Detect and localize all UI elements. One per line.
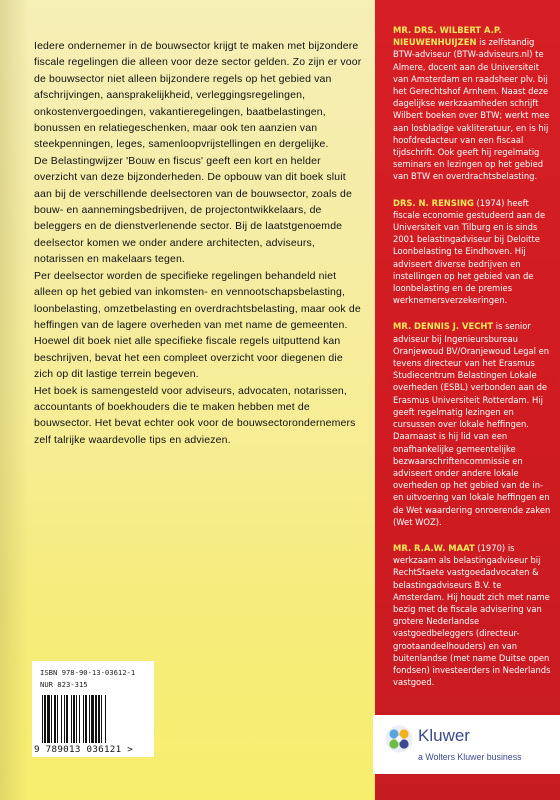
author-bio (393, 542, 555, 688)
author-name: MR. R.A.W. MAAT (393, 542, 475, 553)
author-name: MR. DENNIS J. VECHT (393, 321, 494, 332)
author-description: (1970) is werkzaam als belastingadviseur bij RechtStaete vastgoedadvocaten & belastingadviseurs B.V. te Amsterdam. Hij houdt zich met name bezig met de fiscale advisering van grotere Nederlandse vastgoedbeleggers (directeur-grootaandeelhouders) en van buitenlandse (met name Duitse open fondsen) investeerders in Nederlands vastgoed. (393, 542, 551, 688)
barcode-digits: 9 789013 036121 > (34, 744, 134, 755)
author-bio (393, 197, 555, 307)
author-bios (393, 24, 555, 702)
author-bio (393, 320, 555, 527)
barcode-icon (40, 695, 146, 743)
blurb-text (34, 38, 364, 448)
blurb-paragraph: Iedere ondernemer in de bouwsector krijgt te maken met bijzondere fiscale regelingen die alleen voor deze sector gelden. Zo zijn er voor de bouwsector niet alleen bijzondere regels op het gebied van afschrijvingen, aansprakelijkheid, verleggingsregelingen, onkostenvergoedingen, vakantieregelingen, baatbelastingen, bonussen en relatiegeschenken, maar ook ten aanzien van steekpenningen, leges, samenloopvrijstellingen en dergelijke. (34, 40, 362, 151)
author-description: is zelfstandig BTW-adviseur (BTW-adviseurs.nl) te Almere, docent aan de Universiteit van Amsterdam en raadsheer plv. bij het Gerechtshof Arnhem. Naast deze dagelijkse werkzaamheden schrijft Wilbert boeken over BTW; werkt mee aan losbladige vakliteratuur, en is hij hoofdredacteur van een fiscaal tijdschrift. Ook geeft hij regelmatig seminars en lezingen op het gebied van BTW en overdrachtsbelasting. (393, 37, 550, 182)
author-description: is senior adviseur bij Ingenieursbureau Oranjewoud BV/Oranjewoud Legal en tevens directeur van het Erasmus Studiecentrum Belastingen Lokale overheden (ESBL) verbonden aan de Erasmus Universiteit Rotterdam. Hij geeft regelmatig lezingen en cursussen over lokale heffingen. Daarnaast is hij lid van een onafhankelijke gemeentelijke bezwaarschriftencommissie en adviseert onder andere lokale overheden op het gebied van de in- en uitvoering van lokale heffingen en de Wet waardering onroerende zaken (Wet WOZ). (393, 321, 551, 527)
isbn-barcode-box (32, 661, 154, 757)
blurb-paragraph: Hoewel dit boek niet alle specifieke fiscale regels uitputtend kan beschrijven, bevat het een compleet overzicht voor diegenen die zich op dit lastige terrein begeven. (34, 335, 343, 381)
blurb-paragraph: Het boek is samengesteld voor adviseurs, advocaten, notarissen, accountants of boekhouders die te maken hebben met de bouwsector. Het bevat echter ook voor de bouwsectorondernemers zelf talrijke waardevolle tips en adviezen. (34, 384, 356, 446)
nur-code: NUR 823-315 (40, 680, 88, 689)
author-bio (393, 24, 555, 183)
isbn-info (40, 667, 135, 691)
blurb-paragraph: Per deelsector worden de specifieke regelingen behandeld niet alleen op het gebied van inkomsten- en vennootschapsbelasting, loonbelasting, omzetbelasting en overdrachtsbelasting, maar ook de heffingen van de lagere overheden van met name de gemeenten. (34, 269, 361, 331)
kluwer-logo-icon (385, 725, 413, 753)
author-description: (1974) heeft fiscale economie gestudeerd aan de Universiteit van Tilburg en is sinds 2001 belastingadviseur bij Deloitte Loonbelasting te Eindhoven. Hij adviseert diverse bedrijven en instellingen op het gebied van de loonbelasting en de premies werknemersverzekeringen. (393, 197, 546, 306)
publisher-logo-box (373, 715, 560, 774)
isbn-number: ISBN 978-90-13-03612-1 (40, 668, 136, 677)
author-name: MR. DRS. WILBERT A.P. NIEUWENHUIJZEN (393, 25, 502, 48)
author-name: DRS. N. RENSING (393, 197, 474, 208)
spine-shadow (0, 0, 28, 800)
publisher-name: Kluwer (418, 726, 470, 745)
publisher-tagline: a Wolters Kluwer business (418, 752, 522, 762)
blurb-paragraph: De Belastingwijzer 'Bouw en fiscus' geeft een kort en helder overzicht van deze bijzonderheden. De opbouw van dit boek sluit aan bij de verschillende deelsectoren van de bouwsector, zoals de bouw- en aannemingsbedrijven, de projectontwikkelaars, de beleggers en de dienstverlenende sector. Bij de laatstgenoemde deelsector komen we onder andere architecten, adviseurs, notarissen en makelaars tegen. (34, 154, 352, 266)
